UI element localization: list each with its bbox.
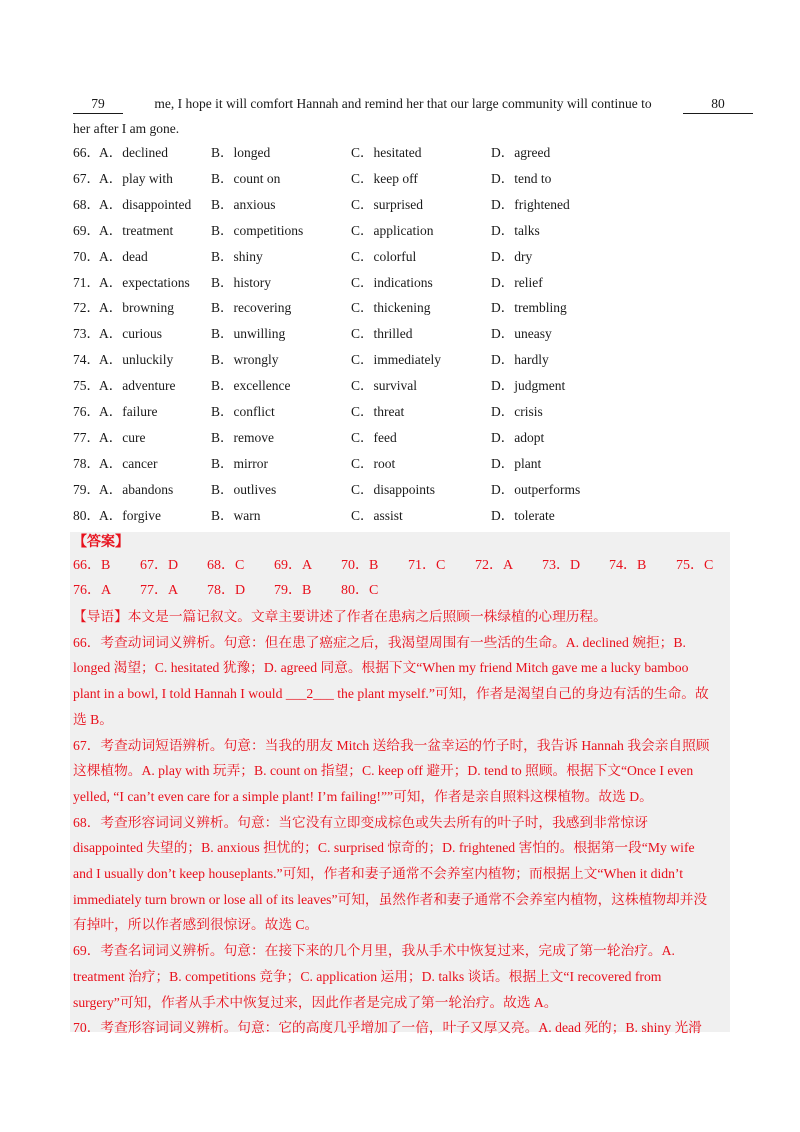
explanation-line: disappointed 失望的；B. anxious 担忧的；C. surprised 惊奇的；D. frightened 害怕的。根据第一段“My wife	[73, 840, 695, 856]
option-a: A．unluckily	[99, 352, 174, 368]
option-c: C．indications	[351, 274, 433, 290]
option-d: D．outperforms	[491, 481, 581, 497]
option-c: C．surprised	[351, 196, 423, 212]
option-d: D．crisis	[491, 404, 543, 419]
option-b: B．recovering	[211, 300, 292, 316]
question-number: 78．	[73, 455, 100, 471]
option-d: D．frightened	[491, 196, 570, 212]
question-number: 72．	[73, 300, 100, 316]
option-c: C．root	[351, 455, 396, 471]
question-number: 80．	[73, 507, 100, 523]
explanation-line: and I usually don’t keep houseplants.”可知，作者和妻子通常不会养室内植物；而根据上文“When it didn’t	[73, 866, 684, 882]
answer-item: 78．D	[207, 583, 246, 598]
option-a: A．expectations	[99, 274, 190, 290]
passage-line-1	[73, 95, 753, 114]
question-number: 76．	[73, 404, 100, 419]
option-d: D．talks	[491, 222, 540, 238]
answer-item: 79．B	[274, 583, 312, 598]
explanation-line: surgery”可知，作者从手术中恢复过来，因此作者是完成了第一轮治疗。故选 A。	[73, 994, 558, 1010]
option-c: C．application	[351, 222, 434, 238]
question-number: 68．	[73, 196, 100, 212]
option-a: A．treatment	[99, 222, 174, 238]
option-c: C．hesitated	[351, 145, 422, 160]
question-number: 75．	[73, 378, 100, 394]
answer-item: 80．C	[341, 583, 379, 598]
question-number: 77．	[73, 429, 100, 445]
option-d: D．adopt	[491, 429, 545, 445]
option-b: B．wrongly	[211, 352, 279, 368]
option-c: C．survival	[351, 378, 417, 394]
explanation	[73, 604, 728, 1041]
option-a: A．failure	[99, 404, 158, 419]
option-a: A．curious	[99, 326, 162, 342]
option-a: A．cancer	[99, 455, 158, 471]
option-c: C．assist	[351, 507, 403, 523]
option-a: A．play with	[99, 170, 173, 186]
option-d: D．plant	[491, 455, 542, 471]
explanation-line: 66．考查动词词义辨析。句意：但在患了癌症之后，我渴望周围有一些活的生命。A. declined 婉拒；B.	[73, 634, 686, 650]
option-a: A．forgive	[99, 507, 161, 523]
answer-item: 75．C	[676, 558, 714, 573]
option-d: D．hardly	[491, 352, 549, 368]
option-d: D．dry	[491, 248, 533, 264]
question-number: 69．	[73, 222, 100, 238]
answer-item: 76．A	[73, 583, 112, 598]
question-number: 67．	[73, 170, 100, 186]
answer-item: 69．A	[274, 558, 313, 573]
option-a: A．browning	[99, 300, 174, 316]
answer-item: 66．B	[73, 558, 111, 573]
option-c: C．threat	[351, 404, 405, 419]
question-number: 74．	[73, 352, 100, 368]
option-d: D．tolerate	[491, 507, 555, 523]
option-c: C．feed	[351, 429, 397, 445]
answer-item: 73．D	[542, 558, 581, 573]
option-c: C．disappoints	[351, 481, 436, 497]
option-a: A．abandons	[99, 481, 174, 497]
option-a: A．disappointed	[99, 196, 192, 212]
question-number: 70．	[73, 248, 100, 264]
explanation-line: 这棵植物。A. play with 玩弄；B. count on 指望；C. keep off 避开；D. tend to 照顾。根据下文“Once I even	[73, 763, 694, 779]
question-number: 73．	[73, 326, 100, 342]
option-b: B．longed	[211, 145, 271, 160]
option-c: C．thrilled	[351, 326, 413, 342]
passage-line-2: her after I am gone.	[73, 121, 180, 136]
option-b: B．competitions	[211, 222, 304, 238]
option-b: B．shiny	[211, 248, 263, 264]
option-b: B．conflict	[211, 404, 275, 419]
answer-item: 72．A	[475, 558, 514, 573]
explanation-line: 68．考查形容词词义辨析。句意：当它没有立即变成棕色或失去所有的叶子时，我感到非常惊讶	[73, 814, 648, 830]
answer-item: 77．A	[140, 583, 179, 598]
explanation-line: 【导语】本文是一篇记叙文。文章主要讲述了作者在患病之后照顾一株绿植的心理历程。	[73, 609, 607, 624]
option-d: D．tend to	[491, 170, 552, 186]
option-a: A．declined	[99, 145, 168, 160]
option-b: B．excellence	[211, 378, 291, 394]
explanation-line: treatment 治疗；B. competitions 竞争；C. application 运用；D. talks 谈话。根据上文“I recovered from	[73, 968, 662, 984]
question-number: 66．	[73, 145, 100, 160]
explanation-line: plant in a bowl, I told Hannah I would ___2___ the plant myself.”可知，作者是渴望自己的身边有活的生命。故	[73, 686, 709, 702]
passage-text-1: me, I hope it will comfort Hannah and remind her that our large community will continue to	[154, 96, 652, 111]
option-b: B．unwilling	[211, 326, 286, 342]
option-b: B．warn	[211, 507, 261, 523]
option-c: C．keep off	[351, 170, 418, 186]
answer-item: 74．B	[609, 558, 647, 573]
question-number: 79．	[73, 481, 100, 497]
option-b: B．outlives	[211, 481, 277, 497]
option-a: A．dead	[99, 248, 148, 264]
answer-item: 70．B	[341, 558, 379, 573]
option-b: B．history	[211, 274, 272, 290]
option-b: B．mirror	[211, 455, 268, 471]
option-c: C．immediately	[351, 352, 441, 368]
option-d: D．judgment	[491, 378, 566, 394]
explanation-line: 有掉叶，所以作者感到很惊讶。故选 C。	[73, 917, 319, 933]
option-b: B．count on	[211, 170, 281, 186]
blank-80: 80	[683, 95, 753, 114]
explanation-line: longed 渴望；C. hesitated 犹豫；D. agreed 同意。根据下文“When my friend Mitch gave me a lucky bamboo	[73, 660, 689, 676]
answer-item: 67．D	[140, 558, 179, 573]
option-d: D．agreed	[491, 145, 551, 160]
option-b: B．remove	[211, 429, 274, 445]
explanation-line: 70．考查形容词词义辨析。句意：它的高度几乎增加了一倍，叶子又厚又亮。A. dead 死的；B. shiny 光滑	[73, 1020, 702, 1036]
answer-header: 【答案】	[73, 535, 129, 550]
option-a: A．adventure	[99, 378, 176, 394]
explanation-line: yelled, “I can’t even care for a simple plant! I’m failing!””可知，作者是亲自照料这棵植物。故选 D。	[73, 788, 653, 804]
question-number: 71．	[73, 274, 100, 290]
option-d: D．uneasy	[491, 326, 552, 342]
option-c: C．thickening	[351, 300, 431, 316]
option-d: D．relief	[491, 274, 543, 290]
option-a: A．cure	[99, 429, 146, 445]
explanation-line: 选 B。	[73, 711, 113, 727]
option-b: B．anxious	[211, 196, 276, 212]
blank-79: 79	[73, 95, 123, 114]
option-d: D．trembling	[491, 300, 567, 316]
explanation-line: immediately turn brown or lose all of its leaves”可知，虽然作者和妻子通常不会养室内植物，这株植物却并没	[73, 891, 708, 907]
explanation-line: 69．考查名词词义辨析。句意：在接下来的几个月里，我从手术中恢复过来，完成了第一轮治疗。A.	[73, 943, 675, 959]
option-c: C．colorful	[351, 248, 417, 264]
explanation-line: 67．考查动词短语辨析。句意：当我的朋友 Mitch 送给我一盆幸运的竹子时，我告诉 Hannah 我会亲自照顾	[73, 737, 710, 753]
answer-item: 71．C	[408, 558, 446, 573]
answer-item: 68．C	[207, 558, 245, 573]
